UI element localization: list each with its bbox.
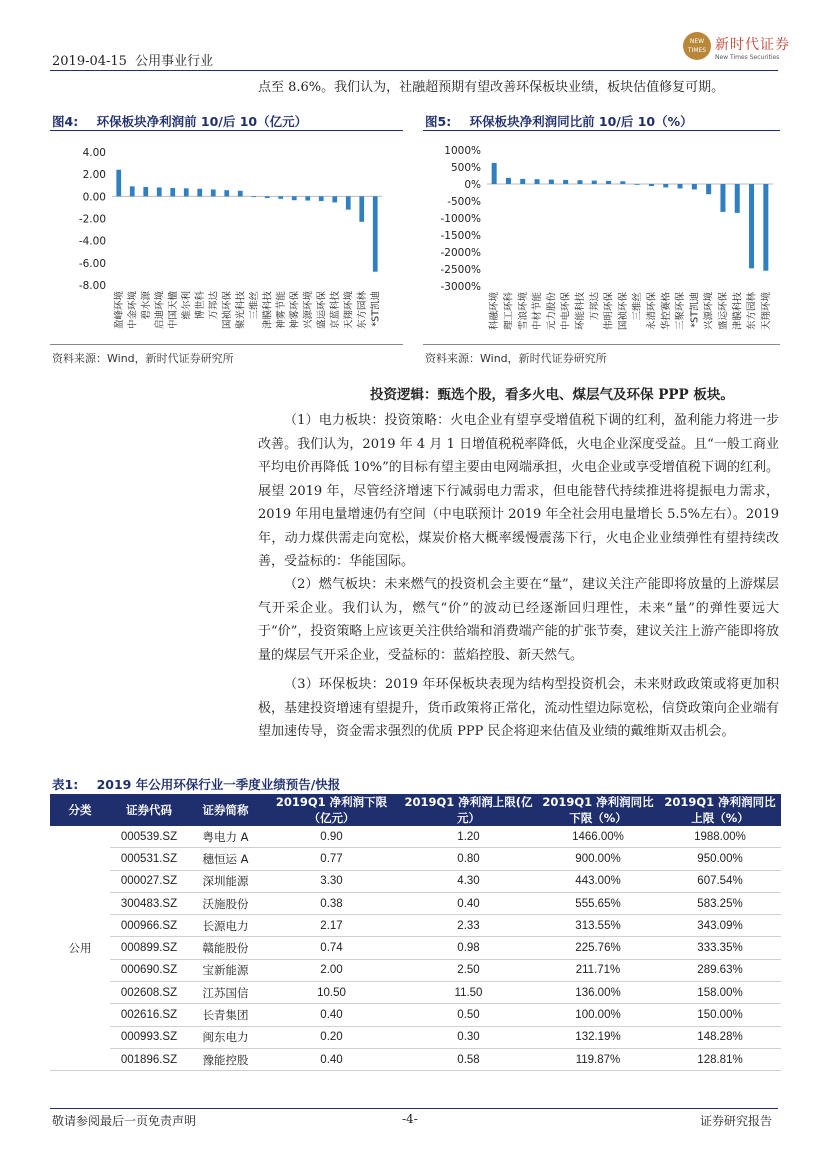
figure5-source: 资料来源：Wind，新时代证券研究所 bbox=[425, 352, 607, 365]
figure5-bar bbox=[563, 180, 568, 184]
profit-low-cell: 0.40 bbox=[263, 1004, 400, 1026]
figure4-bar bbox=[373, 196, 378, 271]
yoy-high-cell: 607.54% bbox=[659, 870, 781, 892]
company-logo bbox=[683, 32, 790, 66]
figure5-bar bbox=[735, 184, 740, 213]
figure4-ytick-label: 0.00 bbox=[82, 191, 106, 204]
figure5-ytick-label: 500% bbox=[450, 162, 481, 174]
figure4-bar bbox=[157, 187, 162, 196]
figure4-ytick-label: -2.00 bbox=[78, 213, 106, 226]
code-cell: 000966.SZ bbox=[110, 915, 188, 937]
profit-low-cell: 3.30 bbox=[263, 870, 400, 892]
figure4-ytick-label: -6.00 bbox=[78, 257, 106, 270]
figure5-xtick-label: 环能科技 bbox=[574, 292, 586, 331]
code-cell: 000539.SZ bbox=[110, 826, 188, 848]
name-cell: 赣能股份 bbox=[188, 937, 263, 959]
yoy-low-cell: 132.19% bbox=[537, 1026, 659, 1048]
figure5-xtick-label: 伟明环保 bbox=[603, 292, 615, 331]
code-cell: 001896.SZ bbox=[110, 1048, 188, 1070]
name-cell: 豫能控股 bbox=[188, 1048, 263, 1070]
figure4-bar bbox=[305, 196, 310, 200]
figure4-bar bbox=[211, 189, 216, 196]
figure5-ytick-label: -1500% bbox=[440, 230, 481, 242]
figure5-xtick-label: 天翔环境 bbox=[760, 292, 772, 331]
footer-report-type: 证券研究报告 bbox=[700, 1114, 773, 1128]
category-cell: 公用 bbox=[50, 826, 110, 1071]
figure5-xtick-label: 三维丝 bbox=[632, 292, 644, 321]
table-row bbox=[50, 915, 781, 937]
figure4-bar bbox=[116, 170, 121, 197]
figure4-bar bbox=[346, 196, 351, 209]
yoy-low-cell: 900.00% bbox=[537, 848, 659, 870]
figure5-bar bbox=[663, 184, 668, 187]
figure4-xtick-label: 天翔环境 bbox=[343, 291, 355, 330]
figure4-bar bbox=[251, 196, 256, 197]
code-cell: 000027.SZ bbox=[110, 870, 188, 892]
code-cell: 002608.SZ bbox=[110, 982, 188, 1004]
figure5-xtick-label: 三聚环保 bbox=[675, 292, 687, 331]
figure4-xtick-label: 聚光科技 bbox=[235, 291, 247, 330]
figure4-xtick-label: 神雾节能 bbox=[275, 291, 287, 330]
figure5-xtick-label: 永清环保 bbox=[646, 292, 658, 331]
figure5-bar bbox=[649, 184, 654, 186]
profit-high-cell: 1.20 bbox=[400, 826, 537, 848]
figure5-bar bbox=[492, 163, 497, 184]
figure5-xtick-label: 理工环科 bbox=[503, 292, 515, 331]
figure4-ytick-label: 2.00 bbox=[82, 169, 106, 182]
investment-logic-heading: 投资逻辑：甄选个股，看多火电、煤层气及环保 PPP 板块。 bbox=[370, 387, 734, 403]
figure4-xtick-label: 维尔利 bbox=[181, 291, 193, 320]
profit-low-cell: 0.90 bbox=[263, 826, 400, 848]
name-cell: 宝新能源 bbox=[188, 959, 263, 981]
figure5-label: 图5: bbox=[425, 114, 452, 129]
figure5-xtick-label: *ST凯迪 bbox=[689, 292, 701, 328]
figure5-ytick-label: -2500% bbox=[440, 264, 481, 276]
yoy-low-cell: 1466.00% bbox=[537, 826, 659, 848]
profit-high-cell: 11.50 bbox=[400, 982, 537, 1004]
table-row bbox=[50, 1004, 781, 1026]
figure5-ytick-label: 1000% bbox=[444, 145, 481, 157]
header-yoy-low: 2019Q1 净利润同比下限（%） bbox=[537, 794, 659, 826]
figure5-xtick-label: 万邦达 bbox=[589, 292, 601, 321]
profit-low-cell: 0.77 bbox=[263, 848, 400, 870]
figure5-bar bbox=[749, 184, 754, 268]
profit-high-cell: 0.30 bbox=[400, 1026, 537, 1048]
figure5-bar bbox=[635, 184, 640, 185]
figure5-xtick-label: 盛运环保 bbox=[717, 292, 729, 331]
name-cell: 闽东电力 bbox=[188, 1026, 263, 1048]
figure4-source: 资料来源：Wind，新时代证券研究所 bbox=[52, 352, 234, 365]
page-number: -4- bbox=[402, 1112, 418, 1126]
figure4-source-rule bbox=[50, 344, 403, 345]
paragraph-environment: （3）环保板块：2019 年环保板块表现为结构型投资机会，未来财政政策或将更加积极，基建投资增速有望提升，货币政策将正常化，流动性望边际宽松，信贷政策向企业端有望加速传导，资金需求强烈的优质 PPP 民企将迎来估值及业绩的戴维斯双击机会。 bbox=[258, 677, 779, 739]
intro-paragraph: 点至 8.6%。我们认为，社融超预期有望改善环保板块业绩，板块估值修复可期。 bbox=[258, 80, 725, 95]
logo-english-name: New Times Securities bbox=[715, 54, 780, 61]
yoy-low-cell: 443.00% bbox=[537, 870, 659, 892]
figure4-xtick-label: 启迪环境 bbox=[154, 291, 166, 330]
figure4-xtick-label: *ST凯迪 bbox=[370, 291, 382, 327]
figure5-rule bbox=[423, 130, 780, 131]
figure5-xtick-label: 中材节能 bbox=[532, 292, 544, 331]
figure4-xtick-label: 神雾环保 bbox=[289, 291, 301, 330]
figure4-label: 图4: bbox=[52, 114, 79, 129]
figure4-xtick-label: 博世科 bbox=[194, 291, 206, 320]
figure4-bar bbox=[359, 196, 364, 221]
figure4-xtick-label: 碧水源 bbox=[140, 291, 152, 320]
name-cell: 长源电力 bbox=[188, 915, 263, 937]
figure4-xtick-label: 津膜科技 bbox=[262, 291, 274, 330]
yoy-low-cell: 555.65% bbox=[537, 892, 659, 914]
figure4-bar bbox=[238, 191, 243, 197]
profit-high-cell: 4.30 bbox=[400, 870, 537, 892]
code-cell: 002616.SZ bbox=[110, 1004, 188, 1026]
profit-high-cell: 0.50 bbox=[400, 1004, 537, 1026]
paragraph-power: （1）电力板块：投资策略：火电企业有望享受增值税下调的红利，盈利能力将进一步改善。我们认为，2019 年 4 月 1 日增值税税率降低，火电企业深度受益。且“一般工商业平均电价再降低 10%”的目标有望主要由电网端承担，火电企业或享受增值税下调的红利。展望 2019 年，尽管经济增速下行减弱电力需求，但电能替代持续推进将提振电力需求，2019 年用电量增速仍有空间（中电联预计 2019 年全社会用电量增长 5.5%左右）。2019 年，动力煤供需走向宽松，煤炭价格大概率缓慢震荡下行，火电企业业绩弹性有望持续改善，受益标的：华能国际。 bbox=[258, 413, 779, 569]
earnings-table bbox=[50, 794, 781, 1071]
industry-name: 公用事业行业 bbox=[135, 54, 214, 69]
figure4-bar bbox=[143, 187, 148, 196]
figure4-xtick-label: 三维丝 bbox=[248, 291, 260, 320]
report-date: 2019-04-15 bbox=[52, 54, 127, 69]
profit-low-cell: 0.40 bbox=[263, 1048, 400, 1070]
name-cell: 沃施股份 bbox=[188, 892, 263, 914]
header-code: 证券代码 bbox=[110, 794, 188, 826]
figure5-xtick-label: 东方园林 bbox=[746, 292, 758, 331]
table-row bbox=[50, 1048, 781, 1070]
profit-high-cell: 2.33 bbox=[400, 915, 537, 937]
paragraph-gas: （2）燃气板块：未来燃气的投资机会主要在“量”，建议关注产能即将放量的上游煤层气开采企业。我们认为，燃气“价”的波动已经逐渐回归理性，未来“量”的弹性要远大于“价”，投资策略上应该更关注供给端和消费端产能的扩张节奏，建议关注上游产能即将放量的煤层气开采企业，受益标的：蓝焰控股、新天然气。 bbox=[258, 577, 779, 663]
figure4-bar bbox=[197, 189, 202, 197]
name-cell: 深圳能源 bbox=[188, 870, 263, 892]
yoy-high-cell: 343.09% bbox=[659, 915, 781, 937]
profit-high-cell: 2.50 bbox=[400, 959, 537, 981]
figure5-bar bbox=[678, 184, 683, 188]
header-profit-low: 2019Q1 净利润下限（亿元） bbox=[263, 794, 400, 826]
yoy-low-cell: 313.55% bbox=[537, 915, 659, 937]
logo-chinese-name: 新时代证券 bbox=[715, 37, 790, 53]
figure4-ytick-label: -8.00 bbox=[78, 280, 106, 292]
figure4-xtick-label: 中国天楹 bbox=[167, 291, 179, 330]
table-row bbox=[50, 870, 781, 892]
yoy-low-cell: 119.87% bbox=[537, 1048, 659, 1070]
figure4-chart bbox=[50, 135, 405, 345]
figure5-xtick-label: 国祯环保 bbox=[617, 292, 629, 331]
header-yoy-high: 2019Q1 净利润同比上限（%） bbox=[659, 794, 781, 826]
figure5-chart bbox=[423, 135, 780, 345]
name-cell: 长青集团 bbox=[188, 1004, 263, 1026]
name-cell: 江苏国信 bbox=[188, 982, 263, 1004]
yoy-low-cell: 100.00% bbox=[537, 1004, 659, 1026]
figure5-ytick-label: 0% bbox=[464, 179, 481, 191]
table-row bbox=[50, 848, 781, 870]
profit-low-cell: 10.50 bbox=[263, 982, 400, 1004]
figure5-bar bbox=[706, 184, 711, 194]
profit-low-cell: 2.00 bbox=[263, 959, 400, 981]
header-rule bbox=[50, 70, 778, 71]
figure4-bar bbox=[265, 196, 270, 198]
figure4-bar bbox=[292, 196, 297, 200]
figure5-bar bbox=[692, 184, 697, 189]
yoy-high-cell: 333.35% bbox=[659, 937, 781, 959]
figure4-xtick-label: 国祯环保 bbox=[221, 291, 233, 330]
code-cell: 000690.SZ bbox=[110, 959, 188, 981]
footer-rule bbox=[50, 1108, 778, 1109]
table-row bbox=[50, 982, 781, 1004]
header-profit-high: 2019Q1 净利润上限(亿元） bbox=[400, 794, 537, 826]
figure5-xtick-label: 科融环境 bbox=[489, 292, 501, 331]
figure5-xtick-label: 元力股份 bbox=[546, 292, 558, 331]
figure5-bar bbox=[606, 181, 611, 184]
yoy-low-cell: 136.00% bbox=[537, 982, 659, 1004]
yoy-high-cell: 150.00% bbox=[659, 1004, 781, 1026]
figure5-bar bbox=[763, 184, 768, 271]
figure4-bar bbox=[332, 196, 337, 202]
figure4-bar bbox=[278, 196, 283, 198]
figure5-ytick-label: -2000% bbox=[440, 247, 481, 259]
figure5-ytick-label: -1000% bbox=[440, 213, 481, 225]
figure4-bar bbox=[184, 188, 189, 196]
code-cell: 000531.SZ bbox=[110, 848, 188, 870]
figure4-ytick-label: -4.00 bbox=[78, 235, 106, 248]
figure5-ytick-label: -3000% bbox=[440, 281, 481, 293]
figure4-xtick-label: 中金环境 bbox=[127, 291, 139, 330]
header-date-industry bbox=[52, 50, 213, 69]
table1-title-text: 2019 年公用环保行业一季度业绩预告/快报 bbox=[96, 777, 341, 792]
figure5-title-text: 环保板块净利润同比前 10/后 10（%） bbox=[469, 114, 693, 129]
figure4-bar bbox=[224, 190, 229, 196]
figure5-bar bbox=[720, 184, 725, 212]
name-cell: 穗恒运 A bbox=[188, 848, 263, 870]
figure4-xtick-label: 盈峰环境 bbox=[113, 291, 125, 330]
figure4-xtick-label: 京蓝科技 bbox=[329, 291, 341, 330]
figure5-bar bbox=[577, 180, 582, 184]
code-cell: 000899.SZ bbox=[110, 937, 188, 959]
yoy-high-cell: 158.00% bbox=[659, 982, 781, 1004]
yoy-high-cell: 289.63% bbox=[659, 959, 781, 981]
figure5-title bbox=[425, 112, 693, 130]
code-cell: 300483.SZ bbox=[110, 892, 188, 914]
yoy-low-cell: 225.76% bbox=[537, 937, 659, 959]
figure5-xtick-label: 津膜科技 bbox=[732, 292, 744, 331]
figure5-bar bbox=[549, 180, 554, 184]
table-header-row bbox=[50, 794, 781, 826]
header-name: 证券简称 bbox=[188, 794, 263, 826]
name-cell: 粤电力 A bbox=[188, 826, 263, 848]
figure5-xtick-label: 中电环保 bbox=[560, 292, 572, 331]
yoy-low-cell: 211.71% bbox=[537, 959, 659, 981]
table-row bbox=[50, 1026, 781, 1048]
table-row bbox=[50, 959, 781, 981]
figure4-bar bbox=[170, 188, 175, 196]
yoy-high-cell: 148.28% bbox=[659, 1026, 781, 1048]
figure5-bar bbox=[520, 179, 525, 184]
table-row bbox=[50, 826, 781, 848]
figure4-xtick-label: 东方园林 bbox=[356, 291, 368, 330]
figure5-ytick-label: -500% bbox=[447, 196, 481, 208]
table1-title bbox=[52, 775, 340, 793]
logo-mark: NEW TIMES bbox=[683, 32, 711, 60]
profit-low-cell: 0.74 bbox=[263, 937, 400, 959]
figure5-bar bbox=[592, 181, 597, 184]
yoy-high-cell: 1988.00% bbox=[659, 826, 781, 848]
yoy-high-cell: 583.25% bbox=[659, 892, 781, 914]
profit-high-cell: 0.40 bbox=[400, 892, 537, 914]
figure4-bar bbox=[319, 196, 324, 201]
yoy-high-cell: 950.00% bbox=[659, 848, 781, 870]
figure4-rule bbox=[50, 130, 403, 131]
figure5-bar bbox=[620, 181, 625, 184]
figure4-title-text: 环保板块净利润前 10/后 10（亿元） bbox=[96, 114, 308, 129]
table1-label: 表1: bbox=[52, 777, 79, 792]
figure5-xtick-label: 兴源环境 bbox=[703, 292, 715, 331]
footer-disclaimer: 敬请参阅最后一页免责声明 bbox=[52, 1114, 197, 1128]
figure5-xtick-label: 雪浪环境 bbox=[517, 292, 529, 331]
figure5-bar bbox=[535, 179, 540, 184]
code-cell: 000993.SZ bbox=[110, 1026, 188, 1048]
figure5-xtick-label: 华控赛格 bbox=[660, 292, 672, 331]
figure4-title bbox=[52, 112, 307, 130]
table-row bbox=[50, 892, 781, 914]
figure4-xtick-label: 盛运环保 bbox=[316, 291, 328, 330]
header-category: 分类 bbox=[50, 794, 110, 826]
table-row bbox=[50, 937, 781, 959]
figure5-bar bbox=[506, 178, 511, 184]
figure4-xtick-label: 万邦达 bbox=[208, 291, 220, 320]
profit-low-cell: 2.17 bbox=[263, 915, 400, 937]
figure4-xtick-label: 兴源环境 bbox=[302, 291, 314, 330]
profit-high-cell: 0.80 bbox=[400, 848, 537, 870]
figure4-bar bbox=[130, 186, 135, 196]
profit-low-cell: 0.38 bbox=[263, 892, 400, 914]
yoy-high-cell: 128.81% bbox=[659, 1048, 781, 1070]
figure4-ytick-label: 4.00 bbox=[82, 147, 106, 159]
profit-high-cell: 0.98 bbox=[400, 937, 537, 959]
profit-high-cell: 0.58 bbox=[400, 1048, 537, 1070]
profit-low-cell: 0.20 bbox=[263, 1026, 400, 1048]
figure5-source-rule bbox=[423, 344, 780, 345]
